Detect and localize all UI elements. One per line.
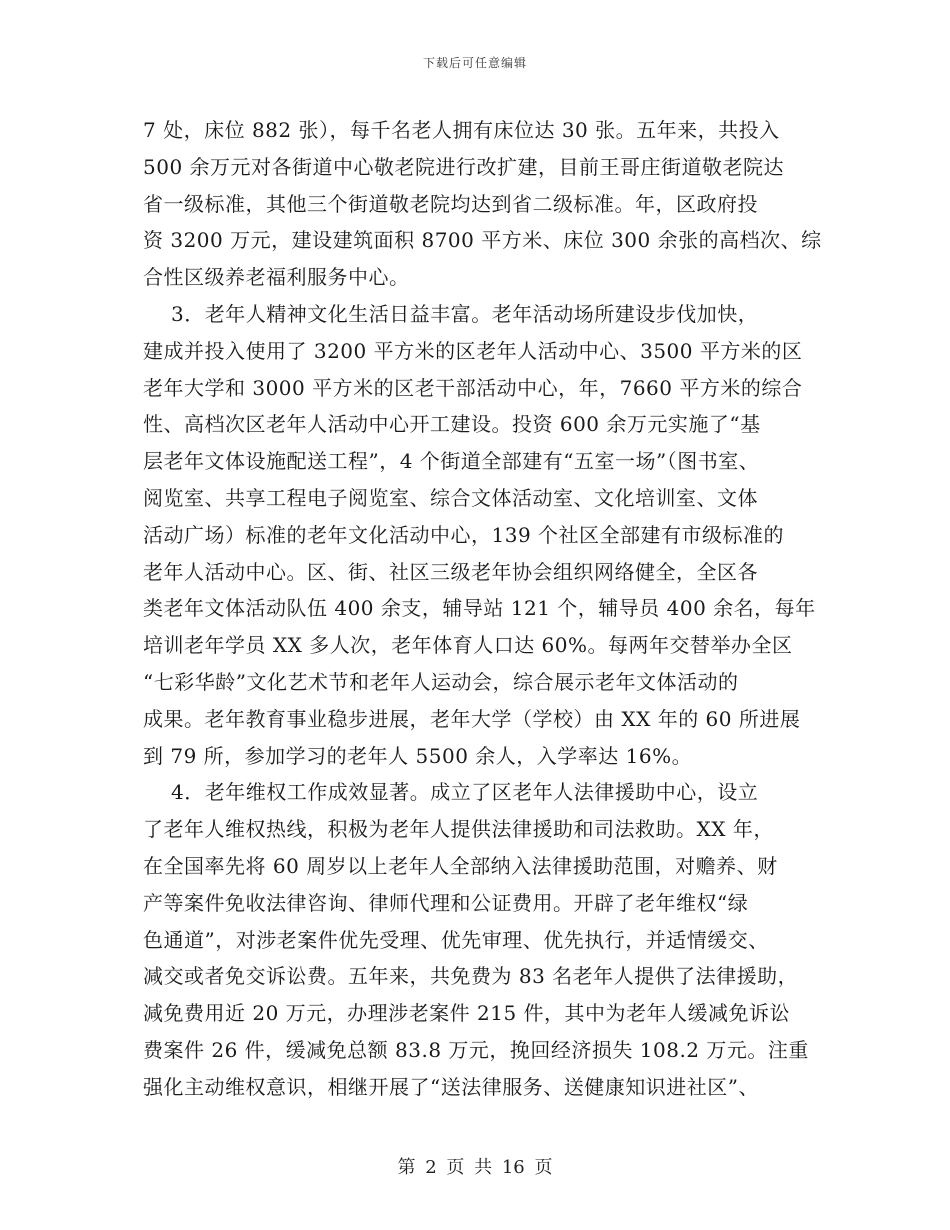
text-line: 成果。老年教育事业稳步进展，老年大学（学校）由 XX 年的 60 所进展 <box>143 706 801 731</box>
paragraph-3-start: 3．老年人精神文化生活日益丰富。老年活动场所建设步伐加快， <box>171 301 759 326</box>
page-number-footer: 第 2 页 共 16 页 <box>397 1157 553 1178</box>
text-line: 在全国率先将 60 周岁以上老年人全部纳入法律援助范围，对赡养、财 <box>143 853 778 878</box>
text-line: 色通道”，对涉老案件优先受理、优先审理、优先执行，并适情缓交、 <box>143 927 769 952</box>
text-line: 减交或者免交诉讼费。五年来，共免费为 83 名老年人提供了法律援助， <box>143 964 799 989</box>
text-line: 层老年文体设施配送工程”，4 个街道全部建有“五室一场”（图书室、 <box>143 449 760 474</box>
text-line: 老年大学和 3000 平方米的区老干部活动中心，年，7660 平方米的综合 <box>143 375 803 400</box>
text-line: 到 79 所，参加学习的老年人 5500 余人，入学率达 16%。 <box>143 743 693 768</box>
text-line: 合性区级养老福利服务中心。 <box>143 265 410 290</box>
text-line: 类老年文体活动队伍 400 余支，辅导站 121 个，辅导员 400 余名，每年 <box>143 596 816 621</box>
document-body <box>143 112 822 1106</box>
page-header: 下载后可任意编辑 <box>422 56 527 70</box>
text-line: 7 处，床位 882 张），每千名老人拥有床位达 30 张。五年来，共投入 <box>143 118 780 142</box>
text-line: 阅览室、共享工程电子阅览室、综合文体活动室、文化培训室、文体 <box>143 485 758 510</box>
text-line: 产等案件免收法律咨询、律师代理和公证费用。开辟了老年维权“绿 <box>143 890 749 915</box>
text-line: 培训老年学员 XX 多人次，老年体育人口达 60%。每两年交替举办全区 <box>143 633 793 658</box>
paragraph-4-start: 4．老年维权工作成效显著。成立了区老年人法律援助中心，设立 <box>171 780 759 805</box>
text-line: 资 3200 万元，建设建筑面积 8700 平方米、床位 300 余张的高档次、综 <box>143 228 822 253</box>
text-line: “七彩华龄”文化艺术节和老年人运动会，综合展示老年文体活动的 <box>143 669 739 694</box>
text-line: 省一级标准，其他三个街道敬老院均达到省二级标准。年，区政府投 <box>143 191 758 216</box>
text-line: 强化主动维权意识，相继开展了“送法律服务、送健康知识进社区”、 <box>143 1074 759 1099</box>
text-line: 费案件 26 件，缓减免总额 83.8 万元，挽回经济损失 108.2 万元。注重 <box>143 1037 809 1062</box>
text-line: 性、高档次区老年人活动中心开工建设。投资 600 余万元实施了“基 <box>143 412 761 437</box>
text-line: 了老年人维权热线，积极为老年人提供法律援助和司法救助。XX 年， <box>143 817 774 842</box>
text-line: 活动广场）标准的老年文化活动中心，139 个社区全部建有市级标准的 <box>143 522 785 547</box>
text-line: 500 余万元对各街道中心敬老院进行改扩建，目前王哥庄街道敬老院达 <box>143 154 785 179</box>
text-line: 建成并投入使用了 3200 平方米的区老年人活动中心、3500 平方米的区 <box>143 338 803 363</box>
text-line: 老年人活动中心。区、街、社区三级老年协会组织网络健全，全区各 <box>143 559 758 584</box>
text-line: 减免费用近 20 万元，办理涉老案件 215 件，其中为老年人缓减免诉讼 <box>143 1001 791 1026</box>
